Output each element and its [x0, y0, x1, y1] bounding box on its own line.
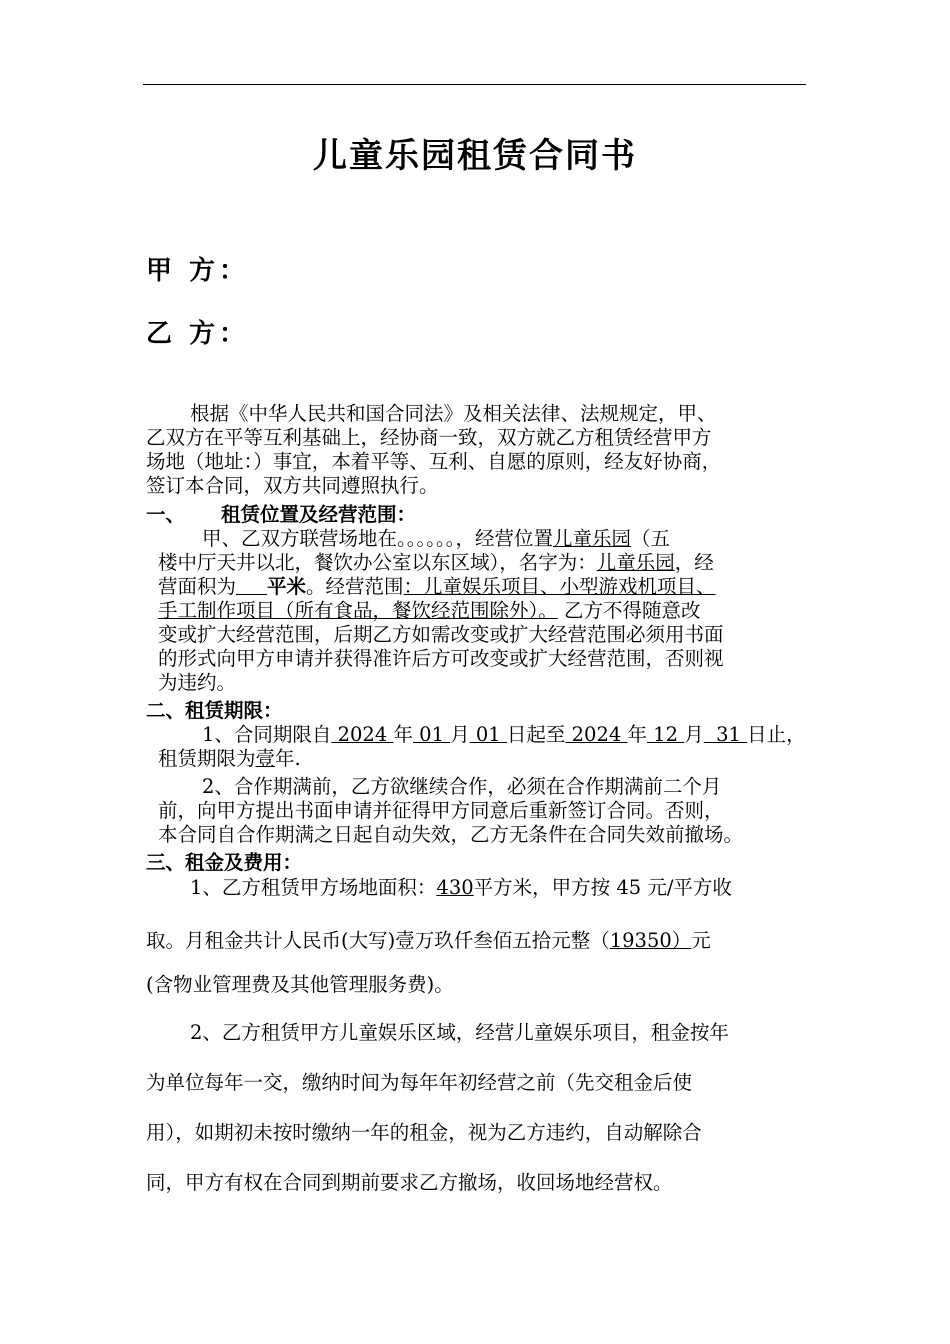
section-1-line: 甲、乙双方联营场地在。。。。。。，经营位置儿童乐园（五 [202, 527, 671, 550]
intro-line: 根据《中华人民共和国合同法》及相关法律、法规规定，甲、 [190, 402, 717, 425]
venue-name-2: 儿童乐园 [596, 551, 675, 574]
term-line: 1、合同期限自 2024 年 01 月 01 日起至 2024 年 12 月 31 日止， [202, 723, 806, 746]
renewal-line: 本合同自合作期满之日起自动失效，乙方无条件在合同失效前撤场。 [158, 823, 744, 846]
section-1-line: 为违约。 [158, 671, 237, 694]
section-1-line: 变或扩大经营范围，后期乙方如需改变或扩大经营范围必须用书面 [158, 623, 724, 646]
business-scope-cont: 手工制作项目（所有食品，餐饮经范围除外）。 [158, 599, 558, 622]
party-a-label: 甲 方： [146, 256, 250, 286]
start-month: 01 [412, 723, 451, 746]
section-2-heading: 二、租赁期限： [146, 699, 283, 722]
start-day: 01 [469, 723, 507, 746]
end-month: 12 [646, 723, 685, 746]
renewal-line: 2、合作期满前，乙方欲继续合作，必须在合作期满前二个月 [202, 775, 722, 798]
business-scope: ：儿童娱乐项目、小型游戏机项目、 [403, 575, 716, 598]
payment-line: 2、乙方租赁甲方儿童娱乐区域，经营儿童娱乐项目，租金按年 [190, 1021, 729, 1044]
section-1-number: 一、 [146, 503, 186, 526]
document-title: 儿童乐园租赁合同书 [313, 136, 637, 176]
intro-line: 签订本合同，双方共同遵照执行。 [146, 474, 439, 497]
area-blank [236, 575, 267, 598]
header-rule [143, 84, 806, 85]
payment-line: 用），如期初未按时缴纳一年的租金，视为乙方违约，自动解除合 [146, 1121, 702, 1144]
venue-name: 儿童乐园 [553, 527, 632, 550]
intro-line: 场地（地址：）事宜，本着平等、互利、自愿的原则，经友好协商， [146, 450, 722, 473]
rent-line: 1、乙方租赁甲方场地面积：430平方米，甲方按 45 元/平方收 [190, 876, 732, 899]
rent-amount: 19350） [609, 929, 692, 952]
section-1-title: 租赁位置及经营范围： [221, 503, 417, 526]
payment-line: 为单位每年一交，缴纳时间为每年年初经营之前（先交租金后使 [146, 1071, 693, 1094]
section-1-line: 的形式向甲方申请并获得准许后方可改变或扩大经营范围，否则视 [158, 647, 724, 670]
start-year: 2024 [331, 723, 394, 746]
rent-line: (含物业管理费及其他管理服务费)。 [146, 973, 454, 996]
section-1-line: 楼中厅天井以北，餐饮办公室以东区域），名字为：儿童乐园，经 [158, 551, 714, 574]
section-1-line: 营面积为 平米。经营范围：儿童娱乐项目、小型游戏机项目、 [158, 575, 716, 598]
term-years: 壹 [255, 747, 276, 770]
rent-area: 430 [436, 876, 474, 899]
section-1-line: 手工制作项目（所有食品，餐饮经范围除外）。 乙方不得随意改 [158, 599, 701, 622]
party-b-label: 乙 方： [146, 319, 250, 349]
renewal-line: 前，向甲方提出书面申请并征得甲方同意后重新签订合同。否则， [158, 799, 724, 822]
end-year: 2024 [565, 723, 628, 746]
section-3-heading: 三、租金及费用： [146, 851, 303, 874]
intro-line: 乙双方在平等互利基础上，经协商一致，双方就乙方租赁经营甲方 [146, 426, 712, 449]
end-day: 31 [703, 723, 748, 746]
section-1-heading [146, 503, 416, 527]
rent-line: 取。月租金共计人民币(大写)壹万玖仟叁佰五拾元整（19350）元 [146, 929, 711, 952]
term-line: 租赁期限为壹年. [158, 747, 301, 770]
payment-line: 同，甲方有权在合同到期前要求乙方撤场，收回场地经营权。 [146, 1171, 673, 1194]
